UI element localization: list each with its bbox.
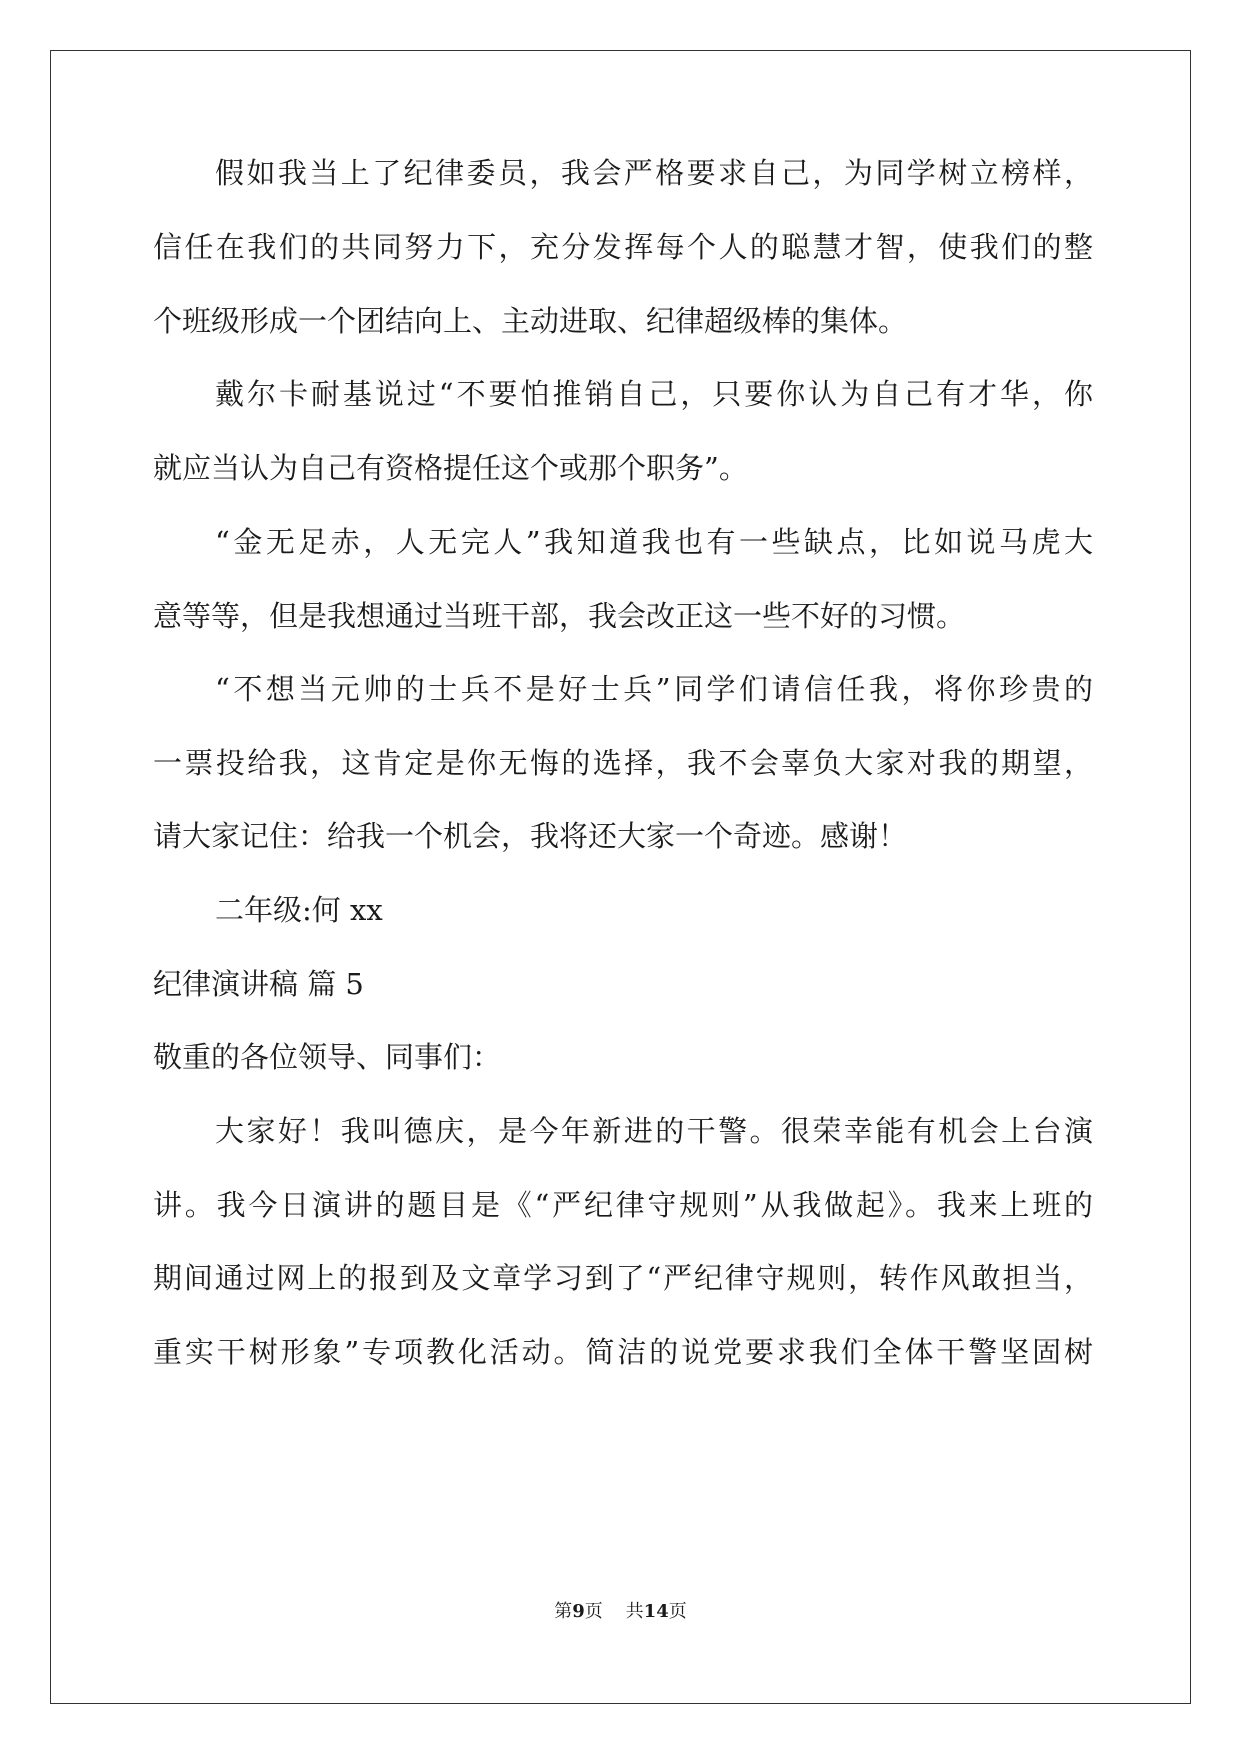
paragraph-line: 意等等，但是我想通过当班干部，我会改正这一些不好的习惯。 [153,599,966,633]
paragraph-line: 就应当认为自己有资格提任这个或那个职务”。 [153,451,748,485]
footer-suffix: 页 [668,1601,687,1622]
section-heading: 纪律演讲稿 篇 5 [153,967,364,1001]
page-border [50,50,1191,1704]
paragraph-line: 个班级形成一个团结向上、主动进取、纪律超级棒的集体。 [153,304,908,338]
total-page-number: 14 [643,1601,669,1622]
paragraph-line: 一票投给我，这肯定是你无悔的选择，我不会辜负大家对我的期望， [153,746,1093,780]
page-footer [0,1600,1241,1624]
paragraph-line: 请大家记住：给我一个机会，我将还大家一个奇迹。感谢！ [153,819,908,853]
paragraph-line: 假如我当上了纪律委员，我会严格要求自己，为同学树立榜样， [215,156,1093,190]
paragraph-line: “不想当元帅的士兵不是好士兵”同学们请信任我，将你珍贵的 [215,672,1093,706]
signature-line: 二年级:何 xx [215,893,383,927]
paragraph-line: “金无足赤，人无完人”我知道我也有一些缺点，比如说马虎大 [215,525,1093,559]
paragraph-line: 信任在我们的共同努力下，充分发挥每个人的聪慧才智，使我们的整 [153,230,1093,264]
paragraph-line: 戴尔卡耐基说过“不要怕推销自己，只要你认为自己有才华，你 [215,377,1093,411]
footer-middle: 页 共 [584,1601,644,1622]
footer-prefix: 第 [554,1601,573,1622]
paragraph-line: 重实干树形象”专项教化活动。简洁的说党要求我们全体干警坚固树 [153,1335,1093,1369]
salutation: 敬重的各位领导、同事们： [153,1040,502,1074]
paragraph-line: 期间通过网上的报到及文章学习到了“严纪律守规则，转作风敢担当， [153,1261,1093,1295]
current-page-number: 9 [572,1601,585,1622]
paragraph-line: 讲。我今日演讲的题目是《“严纪律守规则”从我做起》。我来上班的 [153,1188,1093,1222]
paragraph-line: 大家好！我叫德庆，是今年新进的干警。很荣幸能有机会上台演 [215,1114,1093,1148]
